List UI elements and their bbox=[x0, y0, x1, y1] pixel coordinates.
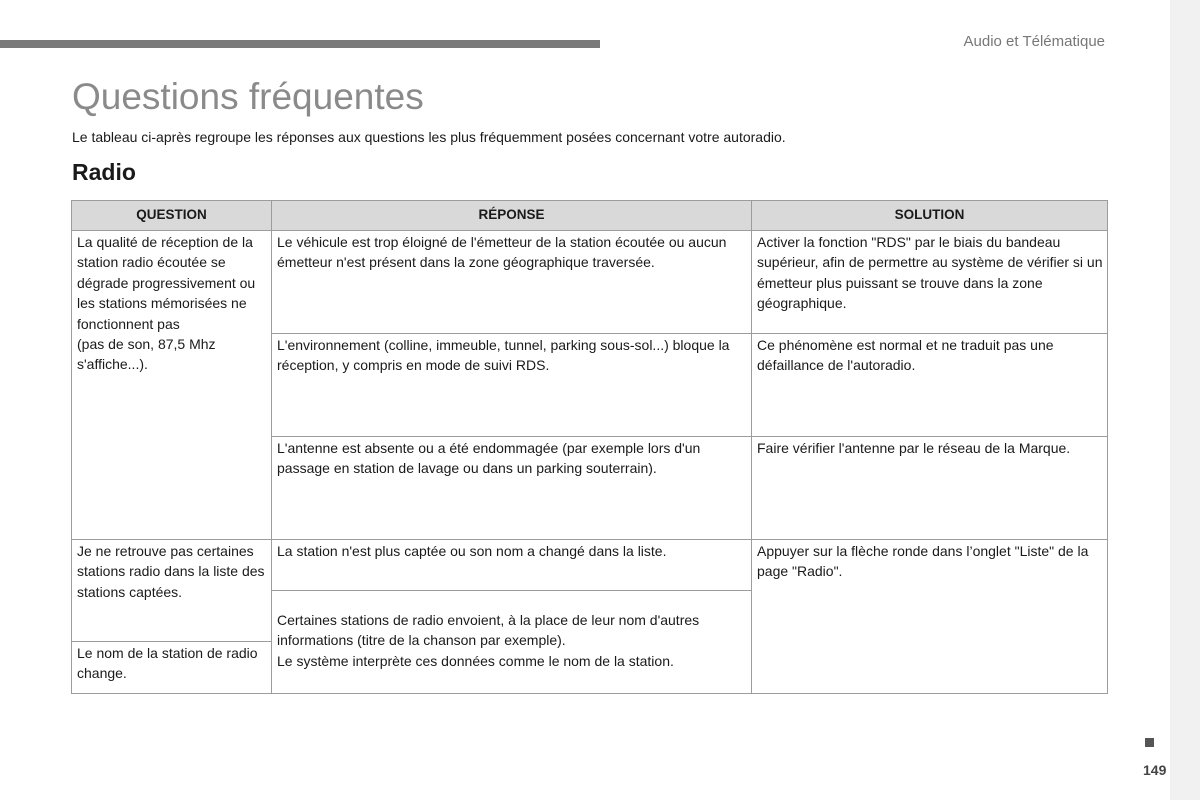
question-cell: La qualité de réception de la station radio écoutée se dégrade progressivement ou les stations mémorisées ne fonctionnent pas (pas de son, 87,5 Mhz s'affiche...). bbox=[72, 231, 272, 540]
question-cell: Je ne retrouve pas certaines stations radio dans la liste des stations captées. bbox=[72, 540, 272, 642]
page-number: 149 bbox=[1143, 762, 1167, 778]
section-title: Radio bbox=[72, 159, 136, 185]
column-header-question: QUESTION bbox=[72, 201, 272, 231]
solution-cell: Ce phénomène est normal et ne traduit pas une défaillance de l'autoradio. bbox=[752, 334, 1108, 437]
page-title: Questions fréquentes bbox=[72, 76, 424, 117]
response-cell: Certaines stations de radio envoient, à la place de leur nom d'autres informations (titre de la chanson par exemple). Le système interprète ces données comme le nom de la station. bbox=[272, 591, 752, 694]
page-edge bbox=[1170, 0, 1200, 800]
table-header-row bbox=[72, 201, 1108, 231]
response-cell: L'environnement (colline, immeuble, tunnel, parking sous-sol...) bloque la réception, y compris en mode de suivi RDS. bbox=[272, 334, 752, 437]
response-cell: Le véhicule est trop éloigné de l'émetteur de la station écoutée ou aucun émetteur n'est présent dans la zone géographique traversée. bbox=[272, 231, 752, 334]
column-header-response: RÉPONSE bbox=[272, 201, 752, 231]
faq-table bbox=[71, 200, 1108, 694]
section-header: Audio et Télématique bbox=[963, 33, 1105, 50]
table-row bbox=[72, 540, 1108, 591]
solution-cell: Faire vérifier l'antenne par le réseau de la Marque. bbox=[752, 437, 1108, 540]
intro-text: Le tableau ci-après regroupe les réponses aux questions les plus fréquemment posées concernant votre autoradio. bbox=[72, 129, 786, 145]
response-cell: L'antenne est absente ou a été endommagée (par exemple lors d'un passage en station de lavage ou dans un parking souterrain). bbox=[272, 437, 752, 540]
solution-cell: Activer la fonction "RDS" par le biais du bandeau supérieur, afin de permettre au système de vérifier si un émetteur plus puissant se trouve dans la zone géographique. bbox=[752, 231, 1108, 334]
solution-cell: Appuyer sur la flèche ronde dans l’onglet "Liste" de la page "Radio". bbox=[752, 540, 1108, 694]
table-row bbox=[72, 231, 1108, 334]
top-decorative-bar bbox=[0, 40, 600, 48]
column-header-solution: SOLUTION bbox=[752, 201, 1108, 231]
question-cell: Le nom de la station de radio change. bbox=[72, 642, 272, 694]
end-of-section-marker bbox=[1145, 738, 1154, 747]
response-cell: La station n'est plus captée ou son nom a changé dans la liste. bbox=[272, 540, 752, 591]
